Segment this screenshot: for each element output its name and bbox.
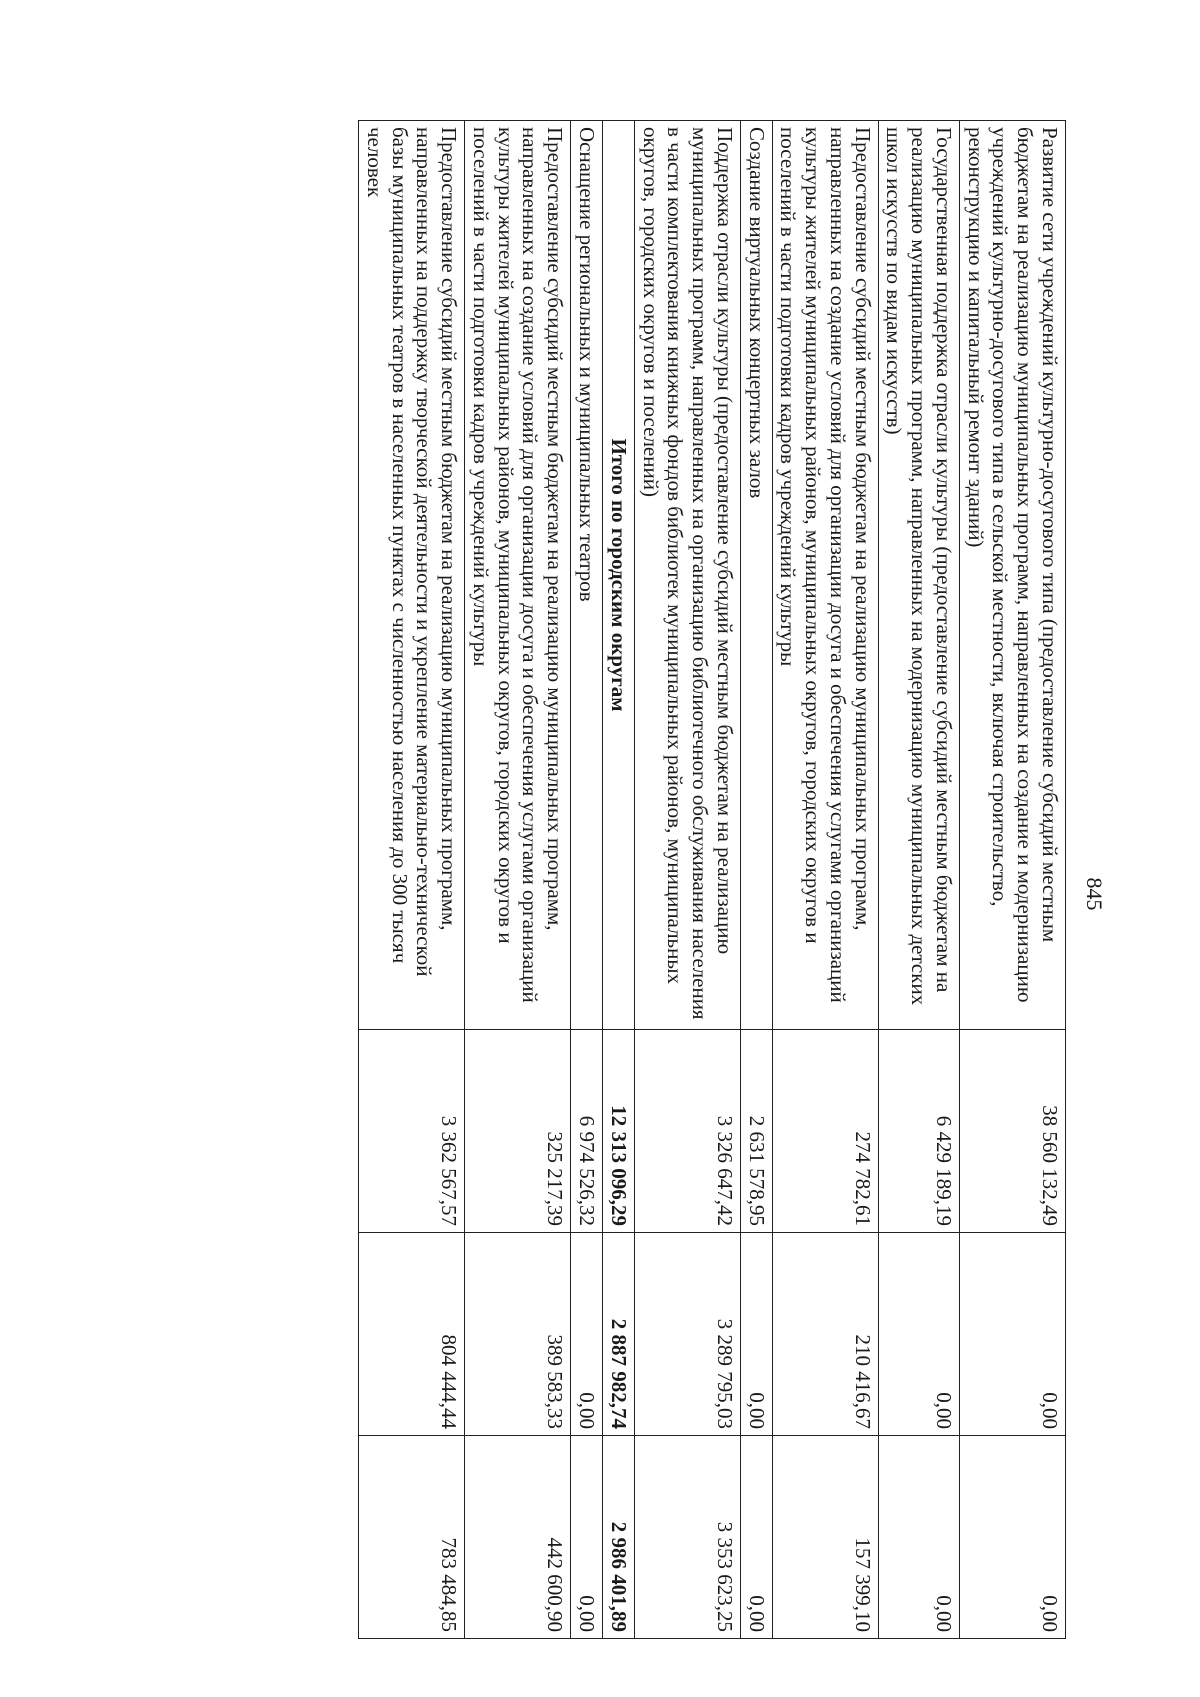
scan-artifacts [0, 1675, 1200, 1679]
table-row [571, 121, 603, 1639]
total-row [602, 121, 634, 1639]
value-cell-1: 6 974 526,32 [571, 1030, 603, 1233]
row-name-cell: Развитие сети учреждений культурно-досугового типа (предоставление субсидий местным бюджетам на реализацию муниципальных программ, направленных на создание и модернизацию учреждений культурно-досугового типа в сельской местности, включая строительство, реконструкцию и капитальный ремонт зданий) [959, 121, 1065, 1030]
row-name-cell: Итого по городским округам [602, 121, 634, 1030]
value-cell-2: 0,00 [878, 1233, 959, 1436]
value-cell-3: 0,00 [571, 1436, 603, 1639]
value-cell-1: 6 429 189,19 [878, 1030, 959, 1233]
value-cell-3: 157 399,10 [772, 1436, 878, 1639]
row-name-cell: Оснащение региональных и муниципальных театров [571, 121, 603, 1030]
value-cell-3: 442 600,90 [465, 1436, 571, 1639]
page-number: 845 [1082, 877, 1107, 911]
value-cell-2: 0,00 [740, 1233, 772, 1436]
value-cell-3: 2 986 401,89 [602, 1436, 634, 1639]
value-cell-1: 38 560 132,49 [959, 1030, 1065, 1233]
row-name-cell: Создание виртуальных концертных залов [740, 121, 772, 1030]
value-cell-2: 2 887 982,74 [602, 1233, 634, 1436]
rotated-table-container [122, 120, 1066, 1632]
table-row [772, 121, 878, 1639]
value-cell-2: 210 416,67 [772, 1233, 878, 1436]
value-cell-3: 3 353 623,25 [634, 1436, 740, 1639]
value-cell-1: 3 326 647,42 [634, 1030, 740, 1233]
table-row [465, 121, 571, 1639]
value-cell-1: 2 631 578,95 [740, 1030, 772, 1233]
table-row [959, 121, 1065, 1639]
value-cell-1: 325 217,39 [465, 1030, 571, 1233]
row-name-cell: Предоставление субсидий местным бюджетам на реализацию муниципальных программ, направленных на создание условий для организации досуга и обеспечения услугами организаций культуры жителей муниципальных районов, муниципальных округов, городских округов и поселений в части подготовки кадров учреждений культуры [772, 121, 878, 1030]
row-name-cell: Предоставление субсидий местным бюджетам на реализацию муниципальных программ, направленных на поддержку творческой деятельности и укрепление материально-технической базы муниципальных театров в населенных пунктах с численностью населения до 300 тысяч человек [359, 121, 465, 1030]
budget-table [358, 120, 1066, 1639]
value-cell-2: 804 444,44 [359, 1233, 465, 1436]
value-cell-1: 274 782,61 [772, 1030, 878, 1233]
value-cell-2: 0,00 [959, 1233, 1065, 1436]
value-cell-2: 0,00 [571, 1233, 603, 1436]
table-row [878, 121, 959, 1639]
row-name-cell: Предоставление субсидий местным бюджетам на реализацию муниципальных программ, направленных на создание условий для организации досуга и обеспечения услугами организаций культуры жителей муниципальных районов, муниципальных округов, городских округов и поселений в части подготовки кадров учреждений культуры [465, 121, 571, 1030]
value-cell-3: 0,00 [959, 1436, 1065, 1639]
budget-table-body [359, 121, 1066, 1639]
row-name-cell: Поддержка отрасли культуры (предоставление субсидий местным бюджетам на реализацию муниципальных программ, направленных на организацию библиотечного обслуживания населения в части комплектования книжных фондов библиотек муниципальных районов, муниципальных округов, городских округов и поселений) [634, 121, 740, 1030]
value-cell-3: 0,00 [740, 1436, 772, 1639]
value-cell-2: 389 583,33 [465, 1233, 571, 1436]
value-cell-3: 783 484,85 [359, 1436, 465, 1639]
value-cell-1: 3 362 567,57 [359, 1030, 465, 1233]
row-name-cell: Государственная поддержка отрасли культуры (предоставление субсидий местным бюджетам на реализацию муниципальных программ, направленных на модернизацию муниципальных детских школ искусств по видам искусств) [878, 121, 959, 1030]
table-row [740, 121, 772, 1639]
table-row [359, 121, 465, 1639]
value-cell-3: 0,00 [878, 1436, 959, 1639]
table-row [634, 121, 740, 1639]
value-cell-2: 3 289 795,03 [634, 1233, 740, 1436]
value-cell-1: 12 313 096,29 [602, 1030, 634, 1233]
